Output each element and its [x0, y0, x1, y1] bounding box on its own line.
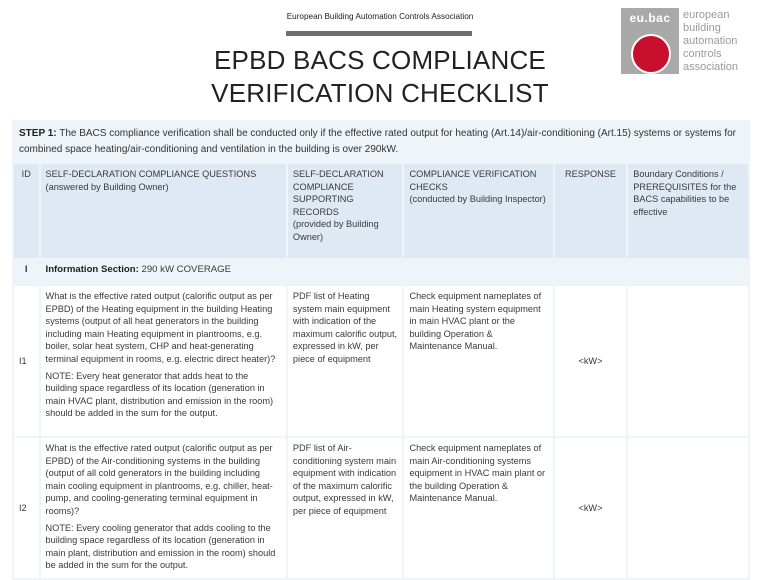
boundary-cell[interactable]: [628, 286, 748, 436]
question-note: NOTE: Every heat generator that adds heat to the building space regardless of its location (generation in main HVAC plant, distribution and emission in the room) should be added in the sum for the output.: [45, 370, 274, 419]
questions-subtitle: (answered by Building Owner): [45, 181, 169, 192]
questions-title: SELF-DECLARATION COMPLIANCE QUESTIONS: [45, 169, 257, 179]
page-title: [200, 44, 560, 110]
table-row: [14, 438, 748, 578]
logo-word: controls: [683, 48, 722, 60]
col-header-boundary: Boundary Conditions / PREREQUISITES for the BACS capabilities to be effective: [628, 164, 748, 258]
question-text: What is the effective rated output (calorific output as per EPBD) of the Heating equipment in the building Heating systems (output of all heat generators in the building including main Heating equipment in plantrooms, e.g. boiler, solar heat system, CHP and heat-generating terminal equipment in rooms, e.g. electric direct heater)?: [45, 291, 276, 364]
boundary-cell[interactable]: [628, 438, 748, 578]
logo-word: building: [683, 22, 721, 34]
section-text: 290 kW COVERAGE: [138, 264, 232, 275]
question-note: NOTE: Every cooling generator that adds cooling to the building space regardless of its location (generation in main plant, distribution and emission in the room) should be added in the sum for the output.: [45, 522, 276, 571]
checks-cell: Check equipment nameplates of main Air-conditioning systems equipment in HVAC main plant or the building Operation & Maintenance Manual.: [404, 438, 552, 578]
col-header-response: RESPONSE: [555, 164, 627, 258]
records-cell: PDF list of Heating system main equipment with indication of the maximum calorific output, expressed in kW, per piece of equipment: [288, 286, 403, 436]
row-id: I2: [14, 438, 39, 578]
logo-wordmark: [683, 9, 738, 74]
records-cell: PDF list of Air-conditioning system main equipment with indication of the maximum calorific output, expressed in kW, per piece of equipment: [288, 438, 403, 578]
step-1-row: [14, 122, 748, 162]
question-cell: [41, 286, 286, 436]
section-label: Information Section:: [45, 264, 139, 275]
col-header-questions: [41, 164, 286, 258]
checks-subtitle: (conducted by Building Inspector): [409, 194, 546, 205]
records-title: SELF-DECLARATION COMPLIANCE SUPPORTING RECORDS: [292, 169, 384, 217]
title-line-1: EPBD BACS COMPLIANCE: [214, 45, 546, 75]
association-name: European Building Automation Controls Association: [286, 12, 474, 21]
checks-title: COMPLIANCE VERIFICATION CHECKS: [409, 169, 537, 192]
section-row: [14, 260, 748, 284]
response-field[interactable]: <kW>: [555, 438, 627, 578]
col-header-id: ID: [14, 164, 39, 258]
col-header-checks: [404, 164, 552, 258]
table-row: [14, 286, 748, 436]
section-title: [41, 260, 748, 284]
step-1-text: [14, 122, 748, 162]
row-id: I1: [14, 286, 39, 436]
logo-word: association: [683, 61, 739, 73]
logo-red-circle-icon: [631, 34, 671, 74]
section-id: I: [14, 260, 39, 284]
checks-cell: Check equipment nameplates of main Heating system equipment in main HVAC plant or the building Operation & Maintenance Manual.: [404, 286, 552, 436]
response-field[interactable]: <kW>: [555, 286, 627, 436]
col-header-records: [288, 164, 403, 258]
logo-word: european: [683, 9, 730, 21]
logo-word: automation: [683, 35, 738, 47]
logo-mark-text: eu.bac: [629, 11, 671, 25]
title-line-2: VERIFICATION CHECKLIST: [211, 78, 549, 108]
question-text: What is the effective rated output (calorific output as per EPBD) of the Air-conditioning systems in the building (output of all cold generators in the building including main cooling equipment in plantrooms, e.g. chiller, heat-pump, and cooling-generating terminal equipment in rooms)?: [45, 443, 273, 516]
table-header-row: [14, 164, 748, 258]
compliance-checklist-table: [12, 120, 750, 580]
header-divider: [286, 31, 472, 36]
question-cell: [41, 438, 286, 578]
eubac-logo-icon: [621, 8, 679, 74]
step-label: STEP 1:: [19, 128, 57, 139]
step-description: The BACS compliance verification shall be conducted only if the effective rated output for heating (Art.14)/air-conditioning (Art.15) systems or systems for combined space heating/air-conditioning and ventilation in the building is over 290kW.: [19, 128, 737, 155]
records-subtitle: (provided by Building Owner): [292, 219, 379, 242]
